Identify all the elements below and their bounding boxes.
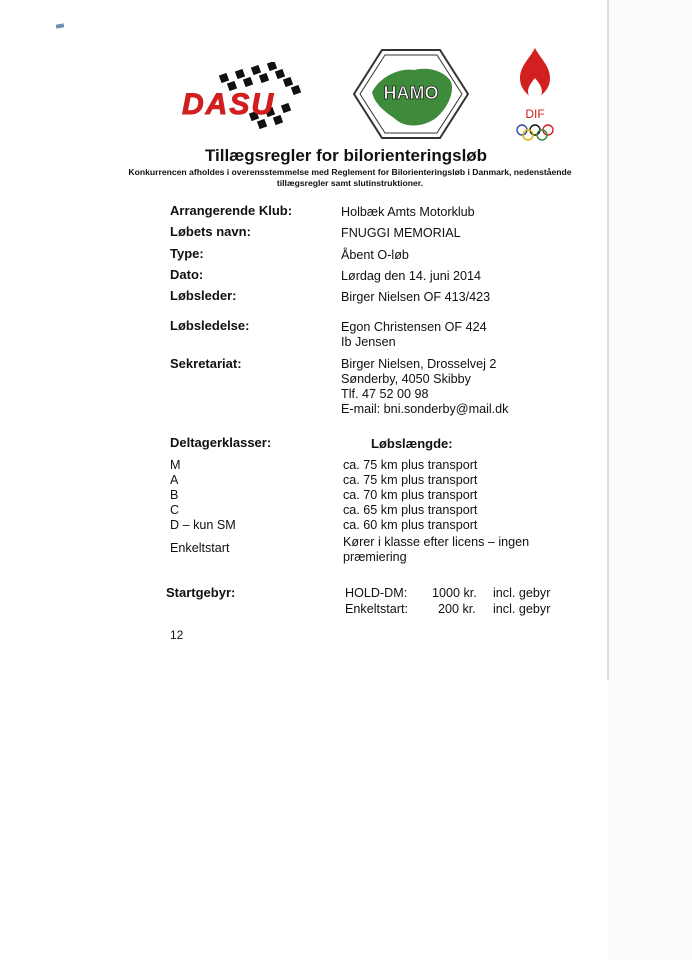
page-margin	[608, 0, 692, 960]
label-classes: Deltagerklasser:	[170, 435, 272, 450]
secretariat-line: Sønderby, 4050 Skibby	[341, 372, 471, 386]
secretariat-email: E-mail: bni.sonderby@mail.dk	[341, 402, 509, 416]
class-length: Kører i klasse efter licens – ingen præmiering	[343, 535, 530, 564]
dif-logo	[510, 48, 560, 142]
label-date: Dato:	[170, 267, 204, 282]
page-edge-line	[607, 0, 609, 680]
hamo-logo-text: HAMO	[383, 83, 439, 103]
label-club: Arrangerende Klub:	[170, 203, 293, 218]
fee-note: incl. gebyr	[493, 586, 551, 600]
fee-name: HOLD-DM:	[345, 586, 408, 600]
class-length: ca. 60 km plus transport	[343, 518, 478, 532]
value-race-management-2: Ib Jensen	[341, 335, 396, 349]
label-race-management: Løbsledelse:	[170, 318, 250, 333]
label-race-leader: Løbsleder:	[170, 288, 237, 303]
dif-logo-text: DIF	[525, 107, 545, 121]
label-start-fee: Startgebyr:	[166, 585, 236, 600]
class-length: ca. 70 km plus transport	[343, 488, 478, 502]
fee-note: incl. gebyr	[493, 602, 551, 616]
fee-amount: 1000 kr.	[432, 586, 477, 600]
class-name: D – kun SM	[170, 518, 236, 532]
value-race-leader: Birger Nielsen OF 413/423	[341, 290, 491, 304]
fee-amount: 200 kr.	[438, 602, 476, 616]
value-race-name: FNUGGI MEMORIAL	[341, 226, 461, 240]
class-name: M	[170, 458, 181, 472]
secretariat-line: Birger Nielsen, Drosselvej 2	[341, 357, 497, 371]
class-length: ca. 65 km plus transport	[343, 503, 478, 517]
value-club: Holbæk Amts Motorklub	[341, 205, 475, 219]
hamo-logo	[352, 48, 470, 140]
class-length: ca. 75 km plus transport	[343, 473, 478, 487]
secretariat-line: Tlf. 47 52 00 98	[341, 387, 429, 401]
class-name: A	[170, 473, 179, 487]
fee-name: Enkeltstart:	[345, 602, 408, 616]
class-length: ca. 75 km plus transport	[343, 458, 478, 472]
class-name: B	[170, 488, 179, 502]
label-race-length: Løbslængde:	[371, 436, 453, 451]
dasu-logo-text: DASU	[182, 88, 276, 121]
value-type: Åbent O-løb	[341, 248, 409, 262]
label-race-name: Løbets navn:	[170, 224, 251, 239]
class-name: C	[170, 503, 180, 517]
label-secretariat: Sekretariat:	[170, 356, 242, 371]
label-type: Type:	[170, 246, 204, 261]
scan-speck	[56, 23, 65, 28]
dasu-logo	[180, 62, 330, 132]
value-date: Lørdag den 14. juni 2014	[341, 269, 482, 283]
page-subtitle: Konkurrencen afholdes i overensstemmelse med Reglement for Bilorienteringsløb i Danmark, nedenstående tillægsregler samt slutinstruktioner.	[128, 167, 572, 188]
page-title: Tillægsregler for bilorienteringsløb	[204, 146, 488, 165]
class-name: Enkeltstart	[170, 541, 230, 555]
value-race-management-1: Egon Christensen OF 424	[341, 320, 487, 334]
page-number: 12	[170, 628, 184, 642]
